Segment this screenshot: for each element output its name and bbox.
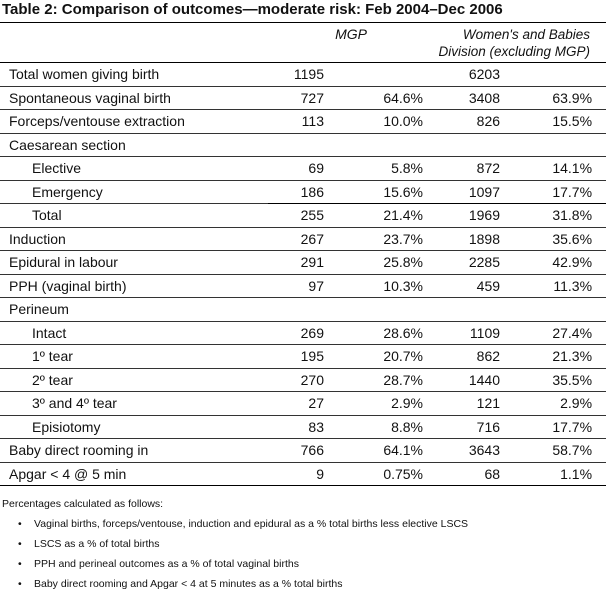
header-wbd-line2: Division (excluding MGP): [438, 44, 591, 59]
mgp-percent: 8.8%: [391, 418, 424, 435]
wbd-percent: 17.7%: [552, 418, 593, 435]
wbd-count: 716: [476, 418, 501, 435]
table-row: [0, 439, 606, 463]
mgp-count: 83: [308, 418, 324, 435]
row-label: Spontaneous vaginal birth: [9, 89, 171, 106]
mgp-percent: 64.6%: [383, 89, 424, 106]
wbd-percent: 35.5%: [552, 371, 593, 388]
header-wbd-line1: Women's and Babies: [462, 27, 591, 42]
wbd-count: 1898: [468, 230, 501, 247]
footnote-text: Vaginal births, forceps/ventouse, induction and epidural as a % total births less elective LSCS: [34, 518, 469, 530]
row-label: Perineum: [9, 301, 69, 318]
row-label: Epidural in labour: [9, 254, 118, 271]
row-label: Induction: [9, 230, 66, 247]
mgp-percent: 2.9%: [391, 395, 424, 412]
table-row: [0, 274, 606, 298]
mgp-percent: [326, 63, 434, 87]
mgp-percent: 5.8%: [391, 160, 424, 177]
mgp-percent: 64.1%: [383, 442, 424, 459]
wbd-count: [434, 133, 514, 157]
bullet-icon: •: [18, 558, 22, 570]
wbd-percent: 11.3%: [553, 277, 593, 294]
row-label: Emergency: [32, 183, 103, 200]
row-label: Total women giving birth: [9, 66, 160, 83]
table-row: [0, 227, 606, 251]
mgp-count: 267: [300, 230, 324, 247]
mgp-percent: 10.3%: [383, 277, 424, 294]
mgp-percent: 20.7%: [383, 348, 424, 365]
mgp-count: 269: [300, 324, 324, 341]
row-label: Apgar < 4 @ 5 min: [9, 465, 127, 482]
row-label: Intact: [32, 324, 67, 341]
footnote-text: Baby direct rooming and Apgar < 4 at 5 minutes as a % total births: [34, 578, 343, 590]
table-body: [0, 63, 606, 486]
bullet-icon: •: [18, 578, 22, 590]
outcomes-table: [0, 22, 606, 486]
mgp-count: 186: [300, 183, 324, 200]
wbd-count: 826: [476, 113, 501, 130]
wbd-percent: 15.5%: [552, 113, 593, 130]
mgp-count: 97: [308, 277, 324, 294]
row-label: PPH (vaginal birth): [9, 277, 127, 294]
wbd-count: [434, 298, 514, 322]
wbd-percent: 1.1%: [560, 465, 593, 482]
wbd-percent: 35.6%: [552, 230, 593, 247]
row-label: 1º tear: [32, 348, 73, 365]
bullet-icon: •: [18, 538, 22, 550]
header-blank: [0, 23, 268, 63]
wbd-percent: [514, 63, 606, 87]
wbd-percent: 63.9%: [552, 89, 593, 106]
mgp-percent: 21.4%: [326, 204, 434, 228]
table-row: [0, 110, 606, 134]
mgp-count: [268, 133, 326, 157]
mgp-count: [268, 298, 326, 322]
header-wbd: [434, 23, 606, 63]
footnote-text: LSCS as a % of total births: [34, 538, 160, 550]
wbd-percent: 27.4%: [552, 324, 593, 341]
footnote-text: PPH and perineal outcomes as a % of total vaginal births: [34, 558, 299, 570]
table-row: [0, 415, 606, 439]
footnote-item: [0, 514, 606, 534]
mgp-count: 9: [316, 465, 324, 482]
mgp-percent: [326, 133, 434, 157]
table-row: [0, 321, 606, 345]
mgp-count: 195: [300, 348, 324, 365]
mgp-count: 1195: [293, 66, 324, 83]
mgp-percent: 28.7%: [383, 371, 424, 388]
row-label: 2º tear: [32, 371, 73, 388]
wbd-count: 862: [476, 348, 501, 365]
mgp-count: 255: [268, 204, 326, 228]
wbd-count: 459: [476, 277, 501, 294]
mgp-count: 69: [308, 160, 324, 177]
header-mgp: [268, 23, 434, 63]
wbd-count: 1440: [468, 371, 501, 388]
row-label: Forceps/ventouse extraction: [9, 113, 185, 130]
table-row: [0, 462, 606, 486]
table-row: [0, 298, 606, 322]
footnotes-heading: Percentages calculated as follows:: [2, 498, 164, 510]
row-label: Total: [32, 207, 62, 224]
wbd-percent: 42.9%: [552, 254, 593, 271]
row-label: Baby direct rooming in: [9, 442, 149, 459]
mgp-percent: 15.6%: [383, 183, 424, 200]
mgp-percent: 23.7%: [383, 230, 424, 247]
row-label: 3º and 4º tear: [32, 395, 117, 412]
wbd-count: 121: [476, 395, 501, 412]
row-label: Caesarean section: [9, 136, 126, 153]
footnotes-list: [0, 514, 606, 594]
table-row: [0, 392, 606, 416]
table-row: [0, 345, 606, 369]
mgp-count: 113: [301, 113, 324, 130]
mgp-percent: 25.8%: [383, 254, 424, 271]
wbd-percent: 58.7%: [552, 442, 593, 459]
wbd-percent: 17.7%: [552, 183, 593, 200]
header-mgp-label: MGP: [335, 26, 367, 42]
wbd-count: 872: [476, 160, 501, 177]
mgp-count: 766: [300, 442, 324, 459]
wbd-count: 3643: [468, 442, 501, 459]
wbd-count: 2285: [468, 254, 501, 271]
bullet-icon: •: [18, 518, 22, 530]
row-label: Episiotomy: [32, 418, 101, 435]
wbd-percent: 31.8%: [514, 204, 606, 228]
wbd-count: 1969: [434, 204, 514, 228]
wbd-percent: 14.1%: [552, 160, 593, 177]
mgp-count: 270: [300, 371, 324, 388]
footnote-item: [0, 574, 606, 594]
mgp-count: 27: [308, 395, 324, 412]
footnotes: [0, 494, 606, 594]
mgp-count: 291: [300, 254, 324, 271]
wbd-count: 1097: [468, 183, 501, 200]
wbd-count: 1109: [469, 324, 501, 341]
wbd-percent: 21.3%: [552, 348, 593, 365]
table-title: Table 2: Comparison of outcomes—moderate risk: Feb 2004–Dec 2006: [2, 1, 503, 18]
table-row: [0, 204, 606, 228]
table-row: [0, 180, 606, 204]
wbd-percent: [514, 298, 606, 322]
mgp-percent: 0.75%: [383, 465, 424, 482]
table-row: [0, 133, 606, 157]
wbd-percent: [514, 133, 606, 157]
wbd-count: 6203: [468, 66, 501, 83]
wbd-percent: 2.9%: [560, 395, 593, 412]
row-label: Elective: [32, 160, 82, 177]
mgp-count: 727: [300, 89, 324, 106]
footnote-item: [0, 534, 606, 554]
wbd-count: 3408: [468, 89, 501, 106]
table-row: [0, 368, 606, 392]
table-row: [0, 63, 606, 87]
table-row: [0, 251, 606, 275]
mgp-percent: 10.0%: [383, 113, 424, 130]
table-row: [0, 86, 606, 110]
table-row: [0, 157, 606, 181]
wbd-count: 68: [484, 465, 501, 482]
mgp-percent: [326, 298, 434, 322]
table-header: [0, 23, 606, 63]
footnote-item: [0, 554, 606, 574]
mgp-percent: 28.6%: [383, 324, 424, 341]
